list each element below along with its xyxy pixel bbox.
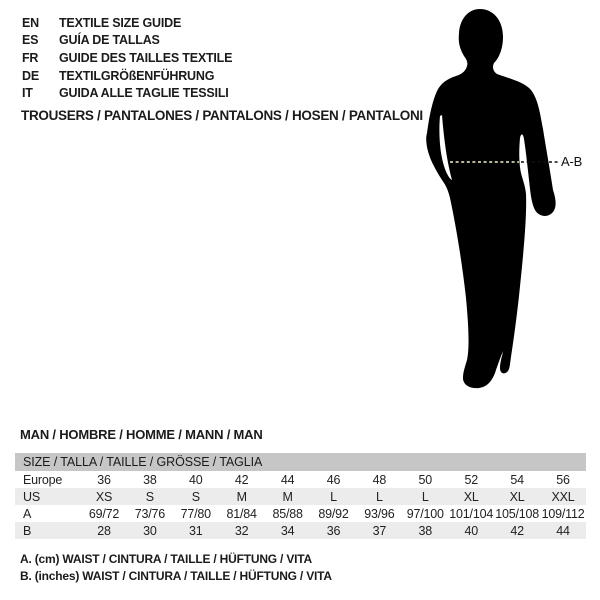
- table-header-row: [15, 453, 586, 471]
- section-title: MAN / HOMBRE / HOMME / MANN / MAN: [20, 427, 263, 442]
- size-cell: 30: [143, 523, 157, 538]
- language-list: [22, 14, 232, 102]
- size-table-header: SIZE / TALLA / TAILLE / GRÖSSE / TAGLIA: [15, 453, 586, 471]
- language-label: TEXTILE SIZE GUIDE: [59, 15, 182, 30]
- man-silhouette-figure: [400, 0, 600, 400]
- size-cell: 38: [418, 523, 433, 538]
- language-code: EN: [22, 15, 39, 30]
- size-cell: 42: [234, 472, 249, 487]
- row-label: A: [23, 506, 32, 521]
- table-row-europe: [15, 471, 586, 488]
- size-cell: 36: [97, 472, 111, 487]
- size-cell: 105/108: [495, 506, 539, 521]
- size-cell: 56: [556, 472, 570, 487]
- language-row: [22, 84, 232, 102]
- size-cell: 38: [143, 472, 157, 487]
- language-label: GUIDA ALLE TAGLIE TESSILI: [59, 86, 229, 101]
- size-cell: 77/80: [180, 506, 211, 521]
- size-cell: 69/72: [88, 506, 120, 521]
- language-row: [22, 32, 232, 50]
- size-cell: 50: [418, 472, 433, 487]
- language-label: GUIDE DES TAILLES TEXTILE: [59, 50, 233, 65]
- size-cell: 81/84: [226, 506, 257, 521]
- size-cell: 109/112: [541, 506, 585, 521]
- table-row-us: [15, 488, 586, 505]
- size-cell: 93/96: [364, 506, 395, 521]
- size-cell: XS: [95, 489, 113, 504]
- language-code: FR: [22, 50, 39, 65]
- language-label: TEXTILGRÖßENFÜHRUNG: [59, 68, 215, 83]
- language-row: [22, 67, 232, 85]
- size-cell: 40: [464, 523, 478, 538]
- size-cell: 32: [234, 523, 249, 538]
- size-cell: L: [421, 489, 429, 504]
- size-cell: 54: [510, 472, 524, 487]
- size-cell: 40: [189, 472, 203, 487]
- size-cell: 73/76: [134, 506, 165, 521]
- row-label: B: [23, 523, 32, 538]
- man-silhouette-svg: [400, 0, 600, 400]
- size-cell: XL: [509, 489, 525, 504]
- language-code: IT: [22, 86, 33, 101]
- size-cell: L: [376, 489, 383, 504]
- row-label: Europe: [23, 472, 63, 487]
- size-cell: XXL: [551, 489, 575, 504]
- size-cell: 28: [97, 523, 111, 538]
- note-a: A. (cm) WAIST / CINTURA / TAILLE / HÜFTUNG / VITA: [20, 552, 312, 566]
- size-cell: 37: [372, 523, 387, 538]
- language-code: DE: [22, 68, 39, 83]
- table-row-a-cm: [15, 505, 586, 522]
- size-cell: 52: [464, 472, 478, 487]
- size-cell: S: [145, 489, 154, 504]
- size-cell: 85/88: [272, 506, 303, 521]
- size-cell: 46: [326, 472, 341, 487]
- measurement-notes: [20, 551, 332, 586]
- size-cell: M: [236, 489, 247, 504]
- size-cell: 101/104: [449, 506, 494, 521]
- size-cell: 48: [372, 472, 387, 487]
- silhouette-path: [426, 9, 555, 388]
- size-cell: 44: [280, 472, 295, 487]
- size-cell: 97/100: [406, 506, 444, 521]
- language-code: ES: [22, 33, 39, 48]
- language-row: [22, 49, 232, 67]
- size-cell: 34: [280, 523, 295, 538]
- size-cell: 44: [556, 523, 570, 538]
- size-cell: M: [282, 489, 293, 504]
- size-cell: S: [191, 489, 200, 504]
- size-cell: 36: [326, 523, 341, 538]
- measure-label: A-B: [561, 154, 583, 169]
- table-row-b-inches: [15, 522, 586, 539]
- size-cell: XL: [463, 489, 479, 504]
- size-table: [15, 453, 586, 539]
- size-cell: 42: [510, 523, 524, 538]
- language-label: GUÍA DE TALLAS: [59, 33, 160, 48]
- row-label: US: [23, 489, 40, 504]
- size-cell: L: [330, 489, 337, 504]
- language-row: [22, 14, 232, 32]
- note-b: B. (inches) WAIST / CINTURA / TAILLE / HÜFTUNG / VITA: [20, 569, 332, 584]
- size-cell: 31: [189, 523, 203, 538]
- size-cell: 89/92: [318, 506, 349, 521]
- category-title: TROUSERS / PANTALONES / PANTALONS / HOSEN / PANTALONI: [21, 108, 423, 123]
